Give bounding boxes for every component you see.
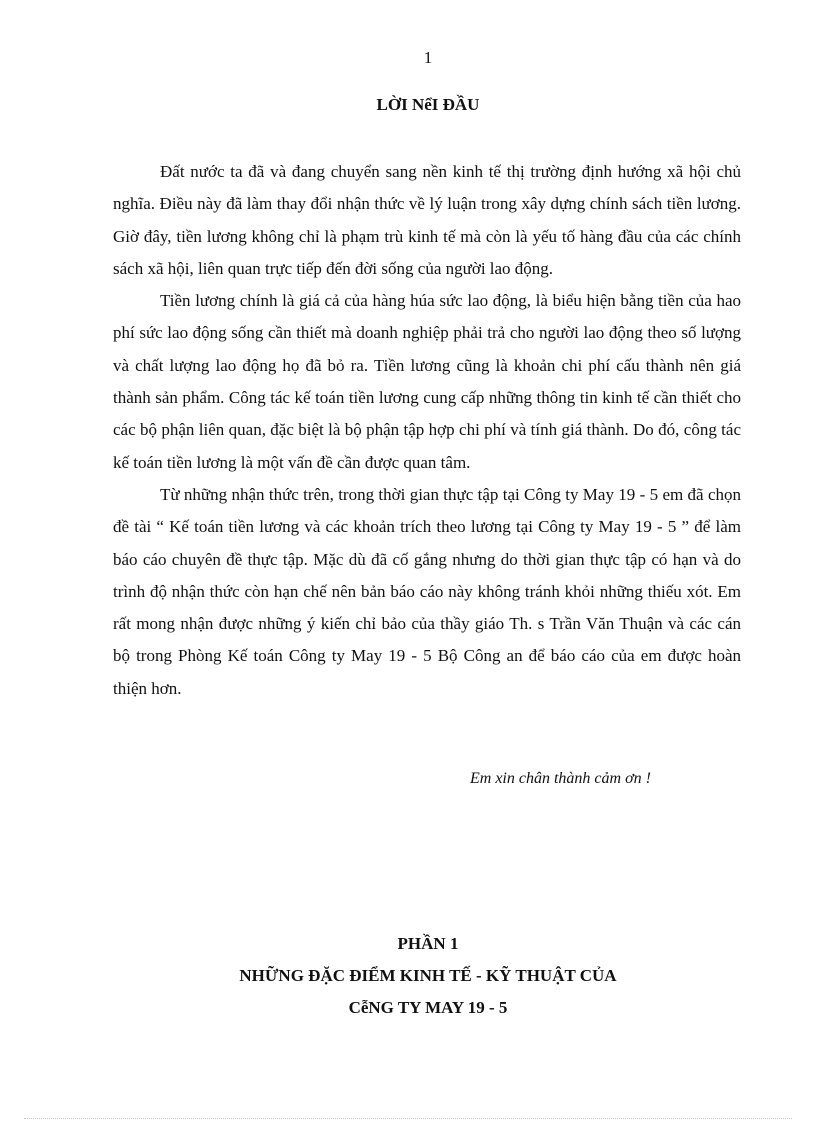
- page-number: 1: [423, 48, 433, 67]
- preface-title: LỜI NểI ĐẦU: [376, 95, 480, 114]
- paragraph: Đất nước ta đã và đang chuyển sang nền kinh tế thị trường định hướng xã hội chủ nghĩa. Điều này đã làm thay đổi nhận thức về lý luận trong xây dựng chính sách tiền lương. Giờ đây, tiền lương không chỉ là phạm trù kinh tế mà còn là yếu tố hàng đầu của các chính sách xã hội, liên quan trực tiếp đến đời sống của người lao động.: [113, 162, 741, 278]
- part-title-line-2: CễNG TY MAY 19 - 5: [348, 998, 508, 1017]
- paragraph: Tiền lương chính là giá cả của hàng húa sức lao động, là biểu hiện bằng tiền của hao phí sức lao động sống cần thiết mà doanh nghiệp phải trả cho người lao động theo số lượng và chất lượng lao động họ đã bỏ ra. Tiền lương cũng là khoản chi phí cấu thành nên giá thành sản phẩm. Công tác kế toán tiền lương cung cấp những thông tin kinh tế cần thiết cho các bộ phận liên quan, đặc biệt là bộ phận tập hợp chi phí và tính giá thành. Do đó, công tác kế toán tiền lương là một vấn đề cần được quan tâm.: [113, 291, 741, 472]
- paragraph: Từ những nhận thức trên, trong thời gian thực tập tại Công ty May 19 - 5 em đã chọn đề tài “ Kế toán tiền lương và các khoản trích theo lương tại Công ty May 19 - 5 ” để làm báo cáo chuyên đề thực tập. Mặc dù đã cố gắng nhưng do thời gian thực tập có hạn và do trình độ nhận thức còn hạn chế nên bản báo cáo này không tránh khỏi những thiếu xót. Em rất mong nhận được những ý kiến chỉ bảo của thầy giáo Th. s Trần Văn Thuận và các cán bộ trong Phòng Kế toán Công ty May 19 - 5 Bộ Công an để báo cáo của em được hoàn thiện hơn.: [113, 484, 741, 698]
- page-bottom-border: [24, 1118, 792, 1119]
- preface-body: [113, 156, 741, 705]
- part-heading: [0, 928, 816, 1024]
- part-title-line-1: NHỮNG ĐẶC ĐIỂM KINH TẾ - KỸ THUẬT CỦA: [239, 966, 617, 985]
- part-label: PHẦN 1: [397, 934, 459, 953]
- closing-thanks: Em xin chân thành cảm ơn !: [470, 770, 651, 787]
